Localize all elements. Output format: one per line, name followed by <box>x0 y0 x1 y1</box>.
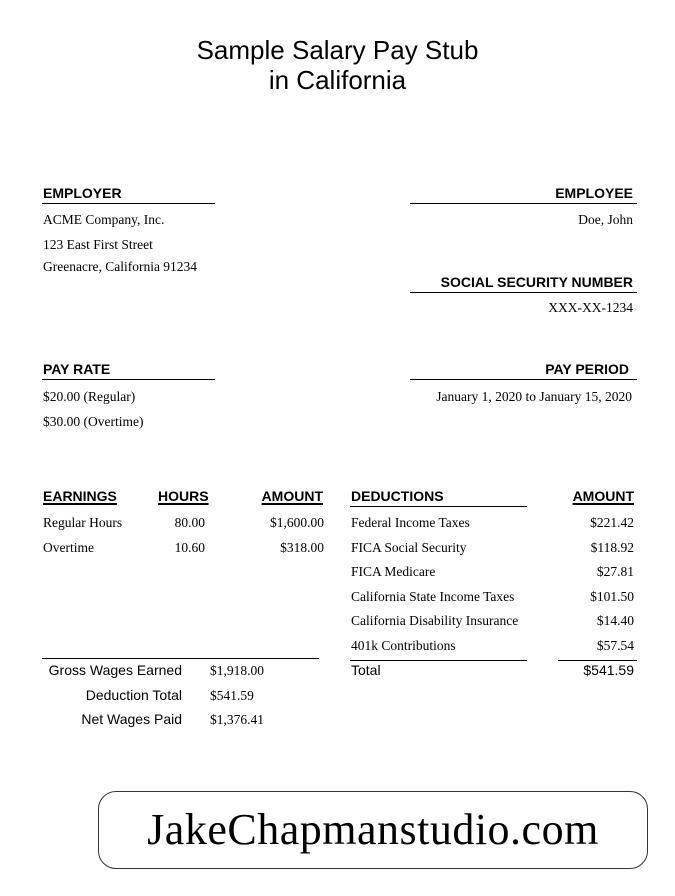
earnings-amount-column-header: AMOUNT <box>261 488 323 504</box>
deductions-total-amount: $541.59 <box>583 662 634 678</box>
ssn-heading-rule <box>410 292 637 293</box>
deductions-column-header: DEDUCTIONS <box>351 488 444 504</box>
deduction-row-amount: $118.92 <box>590 540 634 555</box>
earnings-total-rule <box>42 658 319 659</box>
employer-address-line-1: 123 East First Street <box>43 237 153 252</box>
deduction-row-amount: $221.42 <box>590 515 634 530</box>
deduction-row-amount: $57.54 <box>596 638 634 653</box>
employer-name: ACME Company, Inc. <box>43 212 165 227</box>
employer-heading-rule <box>42 203 215 204</box>
pay-period-heading-rule <box>410 379 637 380</box>
employee-name: Doe, John <box>578 212 633 227</box>
employer-address-line-2: Greenacre, California 91234 <box>43 259 198 274</box>
page-title-line-1: Sample Salary Pay Stub <box>196 35 479 65</box>
net-wages-value: $1,376.41 <box>210 712 264 727</box>
earnings-row-amount: $1,600.00 <box>270 515 324 530</box>
earnings-row-hours: 80.00 <box>174 515 205 530</box>
deduction-row-label: California State Income Taxes <box>351 589 515 604</box>
deduction-row-label: California Disability Insurance <box>351 613 519 628</box>
deductions-total-rule-right <box>558 660 637 661</box>
earnings-column-header: EARNINGS <box>43 488 117 504</box>
employee-heading: EMPLOYEE <box>555 185 633 201</box>
deduction-row-label: FICA Medicare <box>351 564 436 579</box>
deduction-row-amount: $27.81 <box>596 564 634 579</box>
deduction-row-label: Federal Income Taxes <box>351 515 470 530</box>
employee-heading-rule <box>410 203 637 204</box>
earnings-row-hours: 10.60 <box>174 540 205 555</box>
deduction-row-label: 401k Contributions <box>351 638 456 653</box>
pay-rate-regular: $20.00 (Regular) <box>43 389 136 404</box>
earnings-row-label: Regular Hours <box>43 515 123 530</box>
deduction-row-amount: $14.40 <box>596 613 634 628</box>
pay-period-heading: PAY PERIOD <box>545 361 629 377</box>
deductions-total-label: Total <box>351 662 381 678</box>
deductions-total-rule-left <box>350 660 527 661</box>
deduction-row-amount: $101.50 <box>590 589 634 604</box>
hours-column-header: HOURS <box>158 488 209 504</box>
watermark-text: JakeChapmanstudio.com <box>147 805 599 854</box>
earnings-row-amount: $318.00 <box>280 540 324 555</box>
ssn-heading: SOCIAL SECURITY NUMBER <box>440 274 633 290</box>
gross-wages-value: $1,918.00 <box>210 663 264 678</box>
deductions-header-rule <box>350 506 527 507</box>
pay-rate-heading-rule <box>42 379 215 380</box>
earnings-row-label: Overtime <box>43 540 94 555</box>
page-title-line-2: in California <box>268 65 407 95</box>
pay-period-value: January 1, 2020 to January 15, 2020 <box>436 389 632 404</box>
ssn-value: XXX-XX-1234 <box>548 300 633 315</box>
deductions-amount-column-header: AMOUNT <box>572 488 634 504</box>
net-wages-label: Net Wages Paid <box>81 711 182 727</box>
deduction-total-label: Deduction Total <box>85 687 182 703</box>
pay-rate-heading: PAY RATE <box>43 361 111 377</box>
gross-wages-label: Gross Wages Earned <box>48 662 182 678</box>
deduction-row-label: FICA Social Security <box>351 540 467 555</box>
pay-rate-overtime: $30.00 (Overtime) <box>43 414 144 429</box>
deduction-total-value: $541.59 <box>210 688 254 703</box>
employer-heading: EMPLOYER <box>43 185 122 201</box>
